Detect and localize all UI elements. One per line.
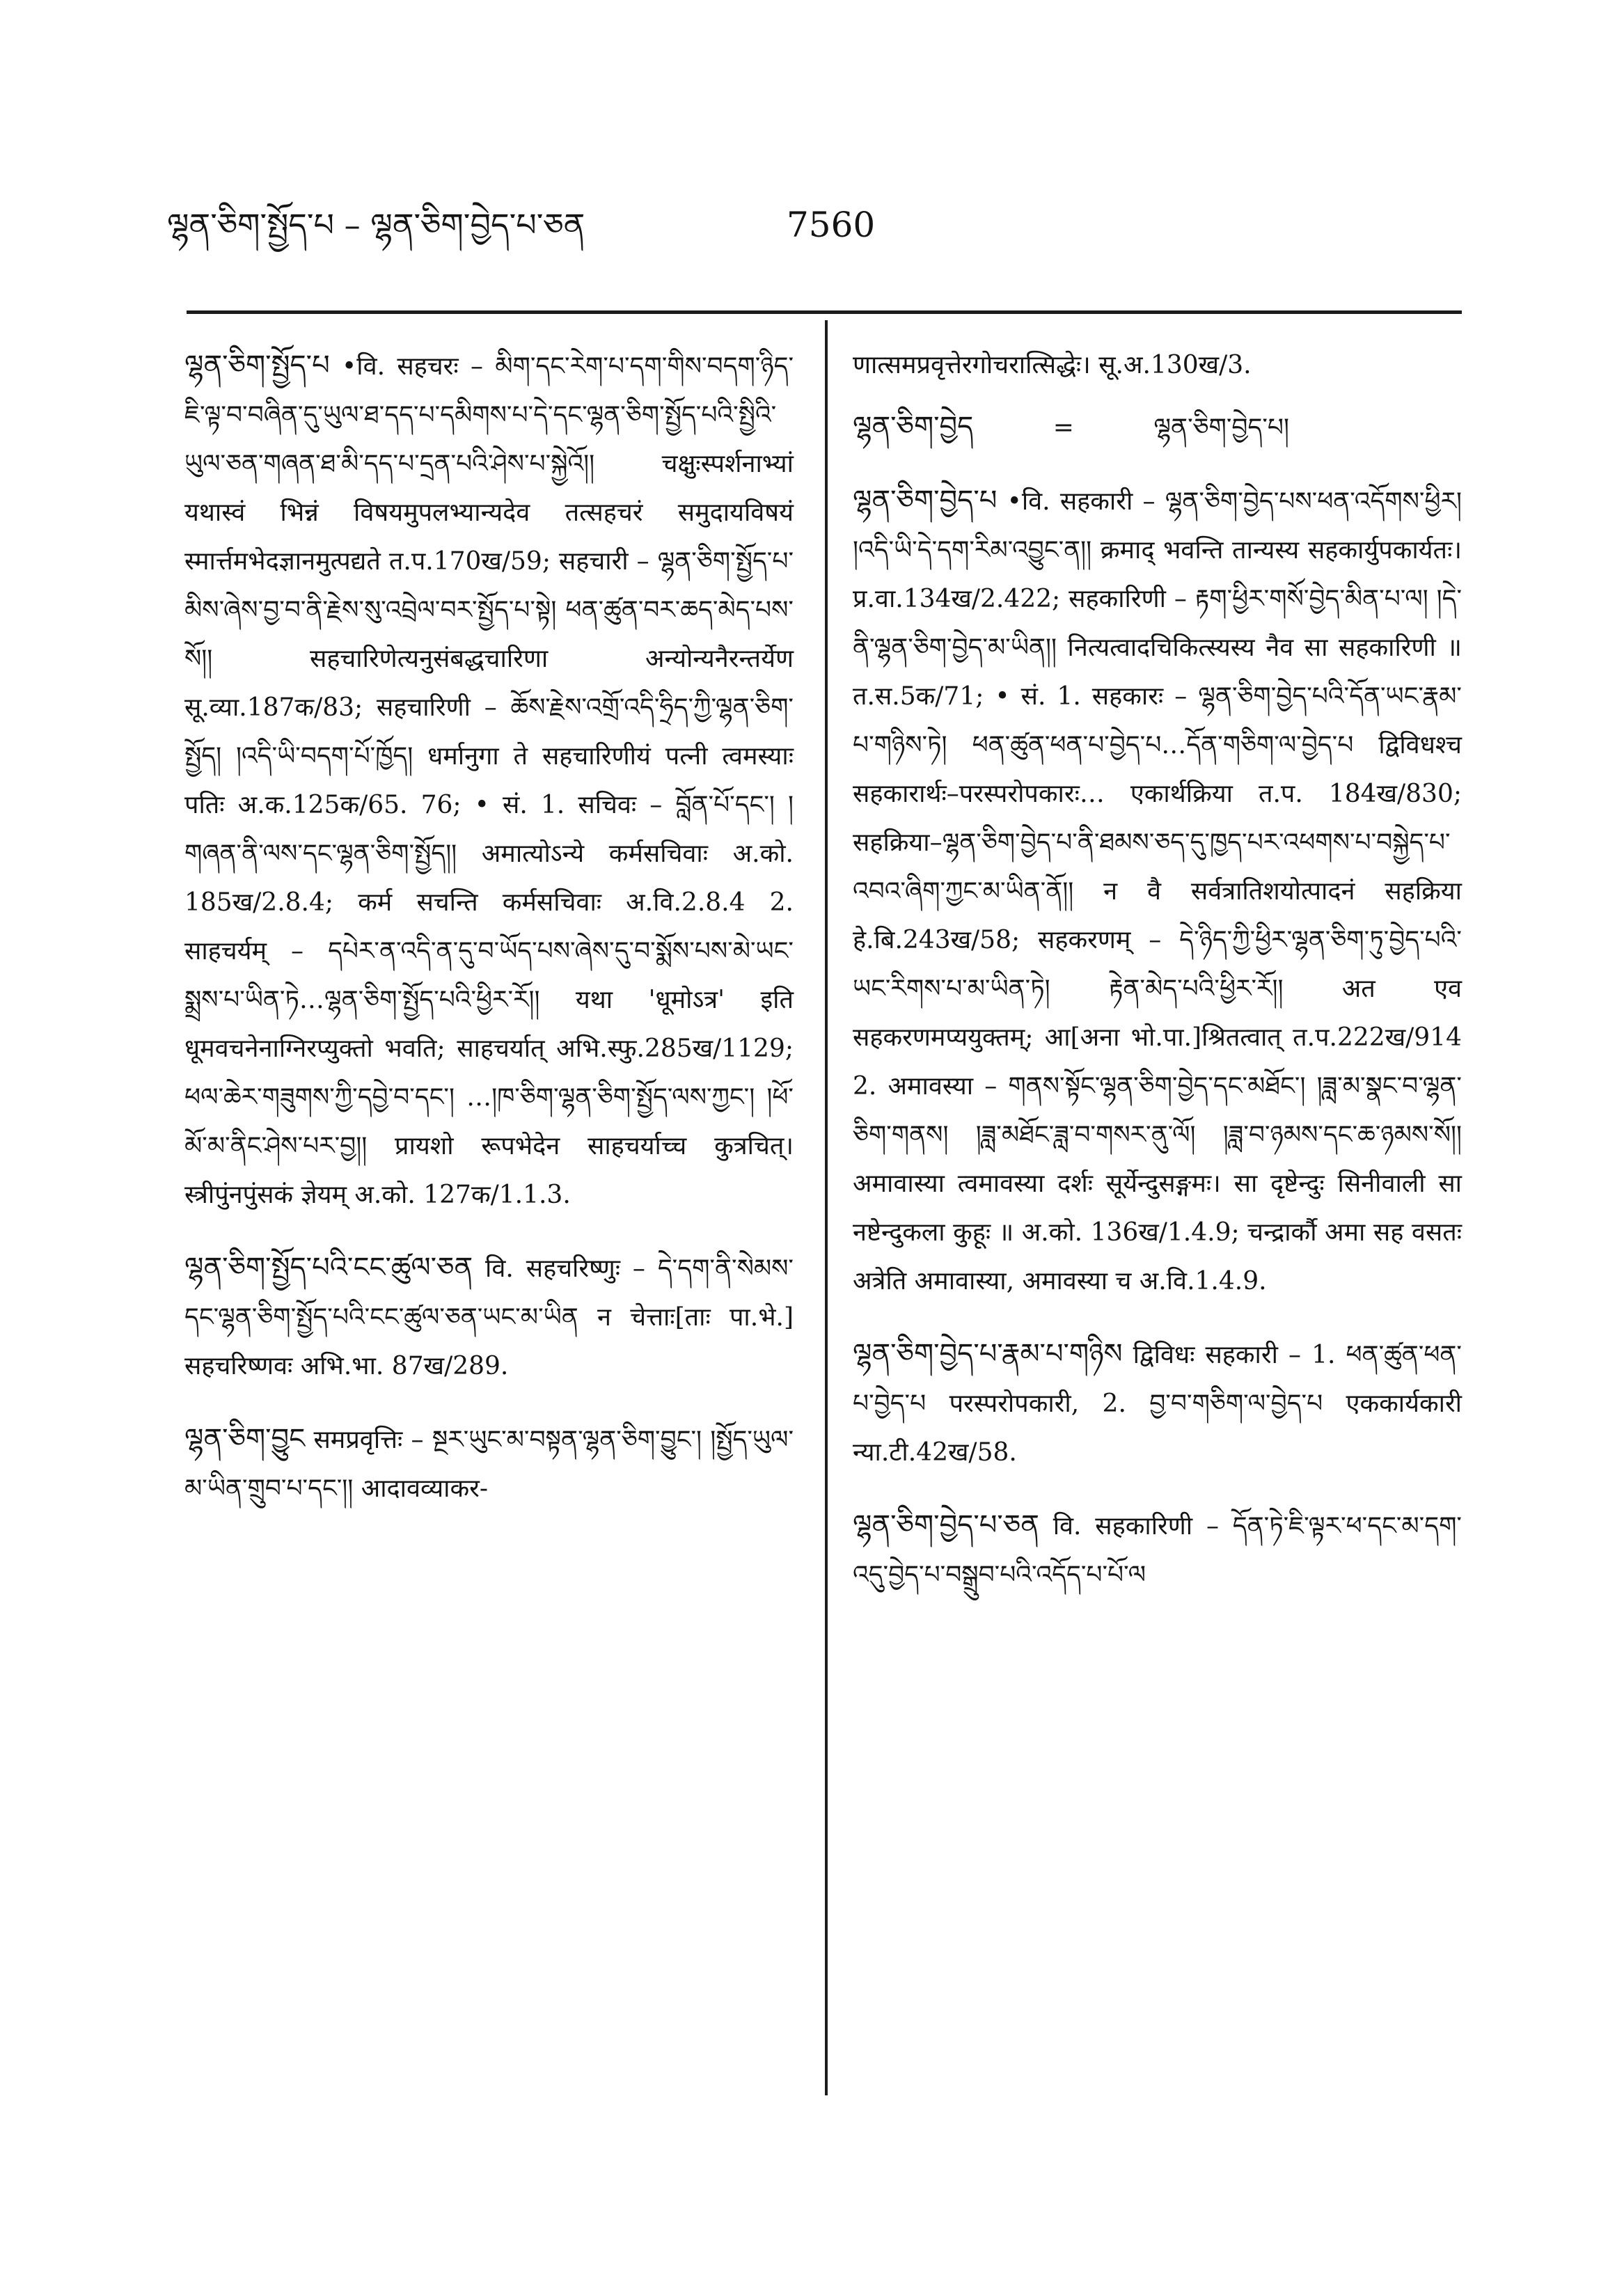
entry-text: •वि. सहकारी – ལྷན་ཅིག་བྱེད་པས་ཕན་འདོགས་ཕྱིར། །འདི་ཡི་དེ་དག་རིམ་འབྱུང་ན།། क्रमाद् भवन्ति तान्यस्य सहकार्युपकार्यतः। प्र.वा.134ख/2.422; सहकारिणी – རྟག་ཕྱིར་གསོ་བྱེད་མིན་པ་ལ། །དེ་ནི་ལྷན་ཅིག་བྱེད་མ་ཡིན།། नित्यत्वादचिकित्स्यस्य नैव सा सहकारिणी ॥ त.स.5क/71; • सं. 1. सहकारः – ལྷན་ཅིག་བྱེད་པའི་དོན་ཡང་རྣམ་པ་གཉིས་ཏེ། ཕན་ཚུན་ཕན་པ་བྱེད་པ…དོན་གཅིག་ལ་བྱེད་པ द्विविधश्च सहकारार्थः–परस्परोपकारः… एकार्थक्रिया त.प. 184ख/830; सहक्रिया–ལྷན་ཅིག་བྱེད་པ་ནི་ཐམས་ཅད་དུ་ཁྱད་པར་འཕགས་པ་བསྐྱེད་པ་འབའ་ཞིག་ཀྱང་མ་ཡིན་ནོ།། न वै सर्वत्रातिशयोत्पादनं सहक्रिया हे.बि.243ख/58; सहकरणम् – དེ་ཉིད་ཀྱི་ཕྱིར་ལྷན་ཅིག་ཏུ་བྱེད་པའི་ཡང་རིགས་པ་མ་ཡིན་ཏེ། རྟེན་མེད་པའི་ཕྱིར་རོ།། अत एव सहकरणमप्ययुक्तम्; आ[अना भो.पा.]श्रितत्वात् त.प.222ख/914 2. अमावस्या – གནས་སྟོང་ལྷན་ཅིག་བྱེད་དང་མཐོང་། །ཟླ་མ་སྣང་བ་ལྷན་ཅིག་གནས། །ཟླ་མཐོང་ཟླ་བ་གསར་ནུ་ལོ། །ཟླ་བ་ཉམས་དང་ཆ་ཉམས་སོ།། अमावास्या त्वमावस्या दर्शः सूर्येन्दुसङ्गमः। सा दृष्टेन्दुः सिनीवाली सा नष्टेन्दुकला कुहूः ॥ अ.को. 136ख/1.4.9; चन्द्रार्कौ अमा सह वसतः अत्रेति अमावास्या, अमावस्या च अ.वि.1.4.9.: [853, 487, 1462, 1295]
dictionary-entry: [184, 341, 794, 1220]
entry-headword: ལྷན་ཅིག་བྱེད: [853, 411, 974, 443]
entry-text: द्विविधः सहकारी – 1. ཕན་ཚུན་ཕན་པ་བྱེད་པ परस्परोपकारी, 2. བྱ་བ་གཅིག་ལ་བྱེད་པ एककार्यकारी न्या.टी.42ख/58.: [853, 1341, 1462, 1467]
entry-text: = ལྷན་ཅིག་བྱེད་པ།: [973, 414, 1289, 442]
entry-headword: ལྷན་ཅིག་བྱེད་པ་ཅན: [853, 1509, 1039, 1541]
dictionary-entry: [853, 1501, 1462, 1600]
dictionary-entry: [853, 402, 1462, 452]
entry-text: वि. सहकारिणी – དོན་ཏེ་ཇི་ལྟར་ཕ་དང་མ་དག་འདུ་བྱེད་པ་བསྒྲུབ་པའི་འདོད་པ་པོ་ལ: [853, 1512, 1462, 1589]
column-divider: [825, 320, 828, 2095]
entry-text: समप्रवृत्तिः – སྔར་ཡུང་མ་བསྟན་ལྷན་ཅིག་བྱུང་། །སྤྱོད་ཡུལ་མ་ཡིན་གྲུབ་པ་དང་།། आदावव्याकर-: [184, 1426, 794, 1503]
left-column: [184, 341, 794, 1537]
entry-text: •वि. सहचरः – མིག་དང་རེག་པ་དག་གིས་བདག་ཉིད་ཇི་ལྟ་བ་བཞིན་དུ་ཡུལ་ཐ་དད་པ་དམིགས་པ་དེ་དང་ལྷན་ཅིག་སྤྱོད་པའི་སྤྱིའི་ཡུལ་ཅན་གཞན་ཐ་མི་དད་པ་དྲན་པའི་ཤེས་པ་སྐྱེའོ།། चक्षुःस्पर्शनाभ्यां यथास्वं भिन्नं विषयमुपलभ्यान्यदेव तत्सहचरं समुदायविषयं स्मार्त्तमभेदज्ञानमुत्पद्यते त.प.170ख/59; सहचारी – ལྷན་ཅིག་སྤྱོད་པ་མིས་ཞེས་བྱ་བ་ནི་རྗེས་སུ་འབྲེལ་བར་སྤྱོད་པ་སྟེ། ཕན་ཚུན་བར་ཆད་མེད་པས་སོ།། सहचारिणेत्यनुसंबद्धचारिणा अन्योन्यनैरन्तर्येण सू.व्या.187क/83; सहचारिणी – ཆོས་རྗེས་འགྲོ་འདི་ཧྲིད་ཀྱི་ལྷན་ཅིག་སྤྱོད། །འདི་ཡི་བདག་པོ་ཁྱོད། धर्मानुगा ते सहचारिणीयं पत्नी त्वमस्याः पतिः अ.क.125क/65. 76; • सं. 1. सचिवः – བློན་པོ་དང་། །གཞན་ནི་ལས་དང་ལྷན་ཅིག་སྤྱོད།། अमात्योऽन्ये कर्मसचिवाः अ.को. 185ख/2.8.4; कर्म सचन्ति कर्मसचिवाः अ.वि.2.8.4 2. साहचर्यम् – དཔེར་ན་འདི་ན་དུ་བ་ཡོད་པས་ཞེས་དུ་བ་སྨོས་པས་མེ་ཡང་སྨྲས་པ་ཡིན་ཏེ…ལྷན་ཅིག་སྤྱོད་པའི་ཕྱིར་རོ།། यथा 'धूमोऽत्र' इति धूमवचनेनाग्निरप्युक्तो भवति; साहचर्यात् अभि.स्फु.285ख/1129; ཕལ་ཆེར་གཟུགས་ཀྱི་དབྱེ་བ་དང་། …།ཁ་ཅིག་ལྷན་ཅིག་སྤྱོད་ལས་ཀྱང་། །ཕོ་མོ་མ་ནིང་ཤེས་པར་བྱ།། प्रायशो रूपभेदेन साहचर्याच्च कुत्रचित्। स्त्रीपुंनपुंसकं ज्ञेयम् अ.को. 127क/1.1.3.: [184, 352, 794, 1209]
dictionary-entry: [184, 1415, 794, 1513]
dictionary-entry: [853, 476, 1462, 1306]
entry-text: वि. सहचरिष्णुः – དེ་དག་ནི་སེམས་དང་ལྷན་ཅིག་སྤྱོད་པའི་ངང་ཚུལ་ཅན་ཡང་མ་ཡིན न चेत्ताः[ताः पा.भे.] सहचरिष्णवः अभि.भा. 87ख/289.: [184, 1254, 794, 1380]
running-head: ལྷན་ཅིག་སྤྱོད་པ – ལྷན་ཅིག་བྱེད་པ་ཅན: [167, 206, 585, 244]
dictionary-entry: [853, 1330, 1462, 1477]
entry-headword: ལྷན་ཅིག་སྤྱོད་པའི་ངང་ཚུལ་ཅན: [184, 1252, 473, 1284]
right-column: [853, 341, 1462, 1623]
entry-headword: ལྷན་ཅིག་བྱེད་པ: [853, 485, 998, 517]
dictionary-entry: [184, 1243, 794, 1391]
header-rule: [187, 310, 1462, 314]
entry-headword: ལྷན་ཅིག་བྱེད་པ་རྣམ་པ་གཉིས: [853, 1338, 1123, 1370]
page-number: 7560: [787, 205, 876, 245]
page-header: [160, 198, 1469, 254]
entry-headword: ལྷན་ཅིག་སྤྱོད་པ: [184, 349, 330, 381]
continued-text: णात्समप्रवृत्तेरगोचरात्सिद्धेः। सू.अ.130ख/3.: [853, 351, 1252, 379]
entry-headword: ལྷན་ཅིག་བྱུང: [184, 1423, 306, 1455]
